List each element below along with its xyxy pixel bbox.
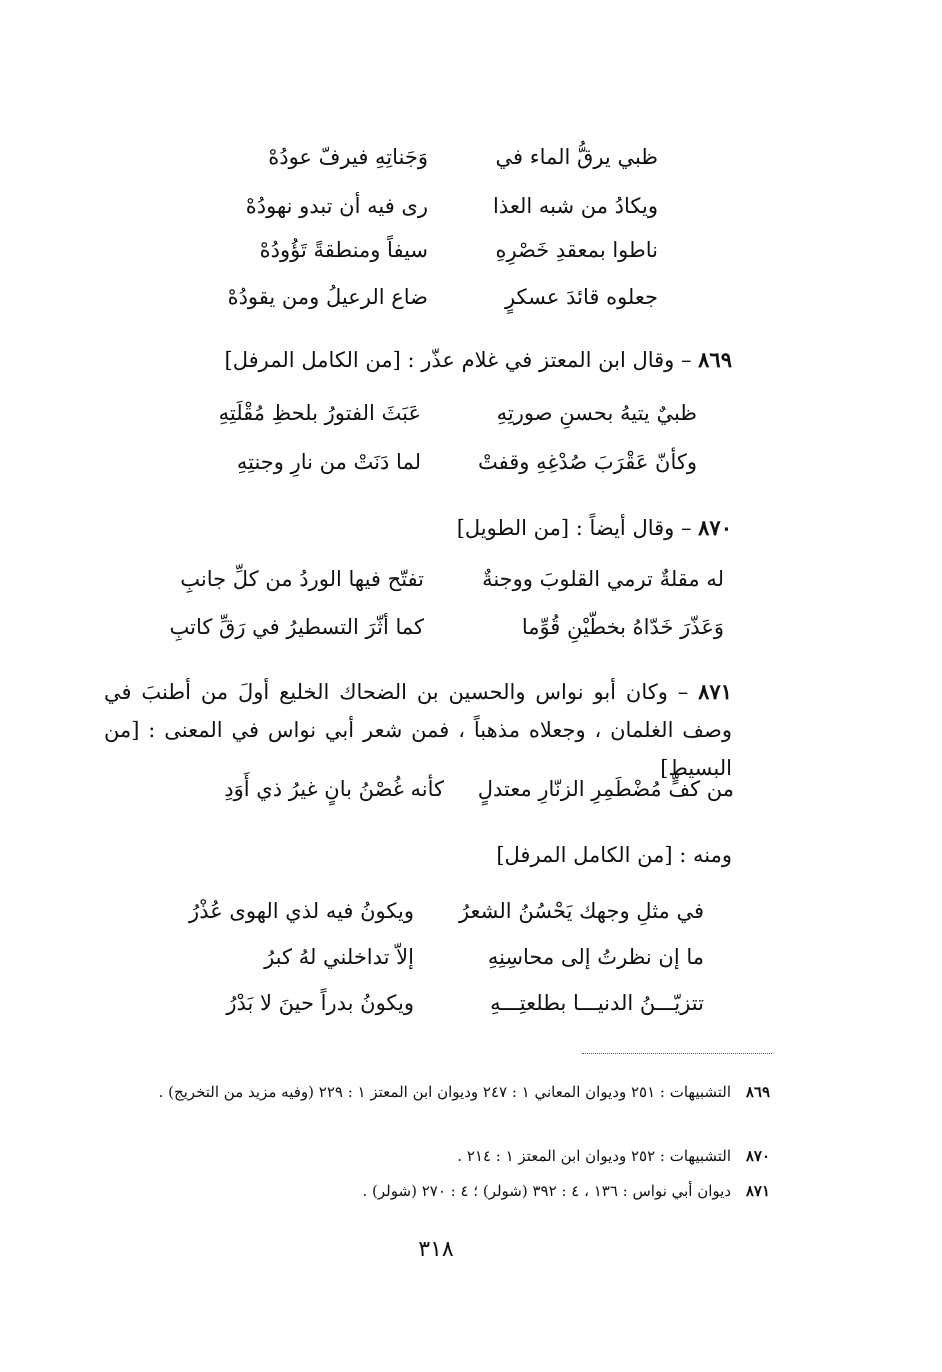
verse-hemistich-left: إلاّ تداخلني لهُ كبرُ	[264, 945, 414, 969]
verse-line	[156, 612, 724, 642]
verse-line	[171, 398, 697, 428]
verse-hemistich-left: سيفاً ومنطقةً تَؤُودُهْ	[259, 238, 428, 262]
verse-hemistich-left: ويكونُ فيه لذي الهوى عُذْرُ	[189, 899, 414, 923]
entry-number: ٨٧٠	[698, 515, 732, 540]
verse-line	[156, 988, 704, 1018]
footnote	[110, 1078, 770, 1106]
verse-line	[156, 564, 724, 594]
footnote-number: ٨٧١	[745, 1182, 770, 1200]
verse-hemistich-left: عَبَثَ الفتورُ بلحظِ مُقْلَتِهِ	[218, 401, 421, 425]
verse-line	[218, 142, 658, 172]
verse-line	[156, 942, 704, 972]
verse-hemistich-right: جعلوه قائدَ عسكرٍ	[504, 285, 658, 309]
verse-hemistich-right: له مقلةٌ ترمي القلوبَ ووجنةٌ	[482, 567, 724, 591]
entry-paragraph	[104, 673, 732, 787]
verse-hemistich-right: وكأنّ عَقْرَبَ صُدْغِهِ وقفتْ	[477, 450, 697, 474]
footnote-text: ديوان أبي نواس : ١٣٦ ، ٤ : ٣٩٢ (شولر) ؛ ٤ : ٢٧٠ (شولر) .	[362, 1182, 732, 1200]
verse-hemistich-right: ويكادُ من شبه العذا	[492, 194, 658, 218]
verse-hemistich-left: تفتّح فيها الوردُ من كلِّ جانبِ	[180, 567, 424, 591]
entry-number: ٨٦٩	[698, 347, 732, 372]
verse-hemistich-right: تتزيّـــنُ الدنيـــا بطلعتِـــهِ	[490, 991, 704, 1015]
section-heading	[225, 345, 732, 375]
verse-hemistich-left: وَجَناتِهِ فيرفّ عودُهْ	[268, 145, 428, 169]
footnote-number: ٨٦٩	[745, 1083, 770, 1101]
verse-hemistich-left: كأنه غُصْنُ بانٍ غيرُ ذي أَوَدِ	[224, 777, 444, 801]
verse-hemistich-left: ويكونُ بدراً حينَ لا بَدْرُ	[226, 991, 414, 1015]
verse-hemistich-right: في مثلِ وجهك يَحْسُنُ الشعرُ	[458, 899, 704, 923]
verse-line	[218, 235, 658, 265]
heading-text: – وقال ابن المعتز في غلام عذّر : [من الكامل المرفل]	[224, 348, 692, 372]
footnote-separator	[582, 1053, 772, 1054]
heading-text: – وقال أيضاً : [من الطويل]	[456, 516, 692, 540]
section-heading	[457, 513, 732, 543]
entry-number: ٨٧١	[698, 679, 732, 704]
verse-hemistich-right: من كفٍّ مُضْطَمِرِ الزنّارِ معتدلٍ	[477, 777, 734, 801]
verse-hemistich-right: ناطوا بمعقدِ خَصْرِهِ	[495, 238, 658, 262]
verse-line	[154, 774, 734, 804]
verse-line	[156, 896, 704, 926]
verse-hemistich-left: كما أثّرَ التسطيرُ في رَقِّ كاتبِ	[169, 615, 424, 639]
page-number: ٣١٨	[418, 1237, 454, 1262]
verse-hemistich-left: لما دَنَتْ من نارِ وجنتِهِ	[236, 450, 421, 474]
heading-text: ومنه : [من الكامل المرفل]	[496, 843, 732, 867]
footnote-text: التشبيهات : ٢٥١ وديوان المعاني ١ : ٢٤٧ وديوان ابن المعتز ١ : ٢٢٩ (وفيه مزيد من التخريج) .	[158, 1083, 732, 1101]
verse-hemistich-right: ظبيٌ يتيهُ بحسنِ صورتِهِ	[496, 401, 697, 425]
footnote	[363, 1178, 770, 1204]
verse-line	[218, 282, 658, 312]
section-heading	[496, 840, 732, 870]
footnote-number: ٨٧٠	[745, 1147, 770, 1165]
footnote	[457, 1143, 770, 1169]
footnote-text: التشبيهات : ٢٥٢ وديوان ابن المعتز ١ : ٢١٤ .	[457, 1147, 732, 1165]
verse-hemistich-right: ظبي يرقُّ الماء في	[495, 145, 658, 169]
verse-hemistich-left: ضاع الرعيلُ ومن يقودُهْ	[227, 285, 428, 309]
verse-hemistich-left: رى فيه أن تبدو نهودُهْ	[245, 194, 428, 218]
verse-line	[218, 191, 658, 221]
verse-hemistich-right: وَعَذّرَ خَدّاهُ بخطّيْنِ قُوِّما	[521, 615, 724, 639]
paragraph-text: – وكان أبو نواس والحسين بن الضحاك الخليع أولَ من أطنبَ في وصف الغلمان ، وجعلاه مذهباً ، فمن شعر أبي نواس في المعنى : [من البسيط]	[104, 680, 732, 780]
verse-line	[171, 447, 697, 477]
verse-hemistich-right: ما إن نظرتُ إلى محاسِنِهِ	[487, 945, 704, 969]
